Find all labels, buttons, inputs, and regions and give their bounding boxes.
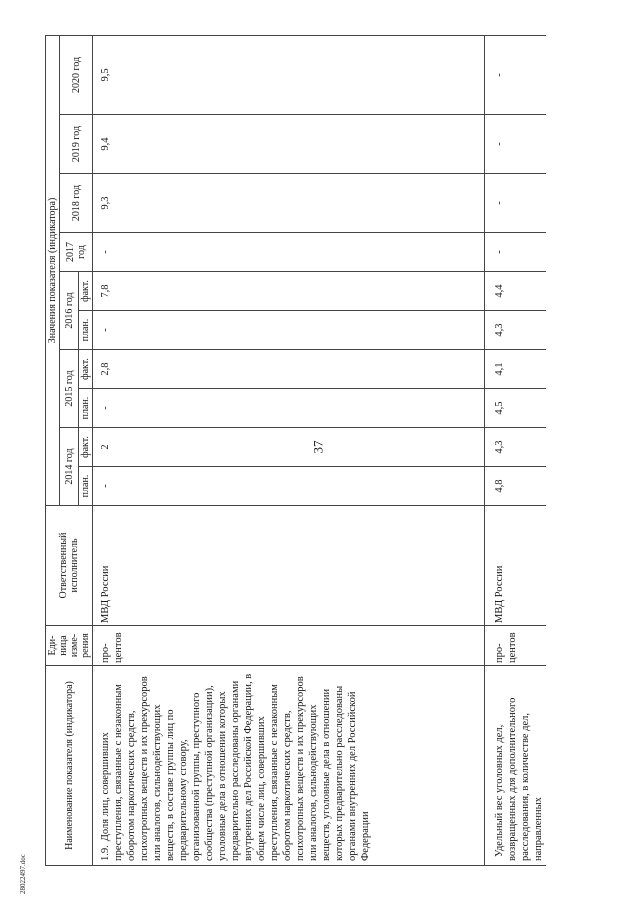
- header-plan-2016: план.: [79, 311, 93, 350]
- header-plan-2014: план.: [79, 467, 93, 506]
- value-2016-fact: 7,8: [93, 272, 485, 311]
- value-2016-plan: 4,3: [485, 311, 547, 350]
- header-year-2019: 2019 год: [60, 115, 93, 174]
- value-2014-fact: 4,3: [485, 428, 547, 467]
- header-unit: Еди-ница изме-рения: [46, 626, 93, 666]
- value-2020: 9,5: [93, 35, 485, 114]
- header-year-2016: 2016 год: [60, 272, 79, 350]
- table-row: [485, 35, 547, 865]
- header-year-2015: 2015 год: [60, 350, 79, 428]
- value-2014-fact: 2: [93, 428, 485, 467]
- row-number: 1.9.: [100, 845, 111, 861]
- value-2015-plan: -: [93, 389, 485, 428]
- header-plan-2015: план.: [79, 389, 93, 428]
- unit-cell: про-центов: [93, 626, 485, 666]
- executor-cell: МВД России: [93, 506, 485, 626]
- header-values: Значения показателя (индикатора): [46, 35, 60, 505]
- header-year-2018: 2018 год: [60, 174, 93, 233]
- value-2015-fact: 2,8: [93, 350, 485, 389]
- value-2019: -: [485, 115, 547, 174]
- page-number: 37: [310, 440, 326, 454]
- value-2016-plan: -: [93, 311, 485, 350]
- header-executor: Ответственный исполнитель: [46, 506, 93, 626]
- indicator-table: [45, 35, 546, 866]
- indicator-name-cell: [485, 666, 547, 866]
- header-fact-2015: факт.: [79, 350, 93, 389]
- value-2015-fact: 4,1: [485, 350, 547, 389]
- indicator-name: Доля лиц, совершивших преступления, связанные с незаконным оборотом наркотических средств, психотропных веществ и их прекурсоров или аналогов, сильнодействующих веществ, в составе группы лиц по предварительному сговору, организованной группы, преступного сообщества (преступной организации), уголовные дела в отношении которых предварительно расследованы органами внутренних дел Российской Федерации, в общем числе лиц, совершивших преступления, связанные с незаконным оборотом наркотических средств, психотропных веществ и их прекурсоров или аналогов, сильнодействующих веществ, уголовные дела в отношении которых предварительно расследованы органами внутренних дел Российской Федерации: [100, 673, 371, 861]
- indicator-name: Удельный вес уголовных дел, возвращенных для дополнительного расследования, в количестве дел, направленных: [494, 697, 544, 861]
- header-fact-2016: факт.: [79, 272, 93, 311]
- value-2014-plan: 4,8: [485, 467, 547, 506]
- indicator-name-cell: [93, 666, 485, 866]
- value-2018: 9,3: [93, 174, 485, 233]
- header-name: Наименование показателя (индикатора): [46, 666, 93, 866]
- unit-cell: про-центов: [485, 626, 547, 666]
- value-2018: -: [485, 174, 547, 233]
- table-row: [93, 35, 485, 865]
- header-fact-2014: факт.: [79, 428, 93, 467]
- value-2014-plan: -: [93, 467, 485, 506]
- document-reference: 28022497.doc: [19, 854, 27, 894]
- header-year-2020: 2020 год: [60, 35, 93, 114]
- executor-cell: МВД России: [485, 506, 547, 626]
- value-2017: -: [93, 233, 485, 272]
- value-2016-fact: 4,4: [485, 272, 547, 311]
- header-year-2017: 2017 год: [60, 233, 93, 272]
- value-2015-plan: 4,5: [485, 389, 547, 428]
- value-2017: -: [485, 233, 547, 272]
- rotated-table-container: [45, 36, 625, 866]
- value-2020: -: [485, 35, 547, 114]
- value-2019: 9,4: [93, 115, 485, 174]
- header-year-2014: 2014 год: [60, 428, 79, 506]
